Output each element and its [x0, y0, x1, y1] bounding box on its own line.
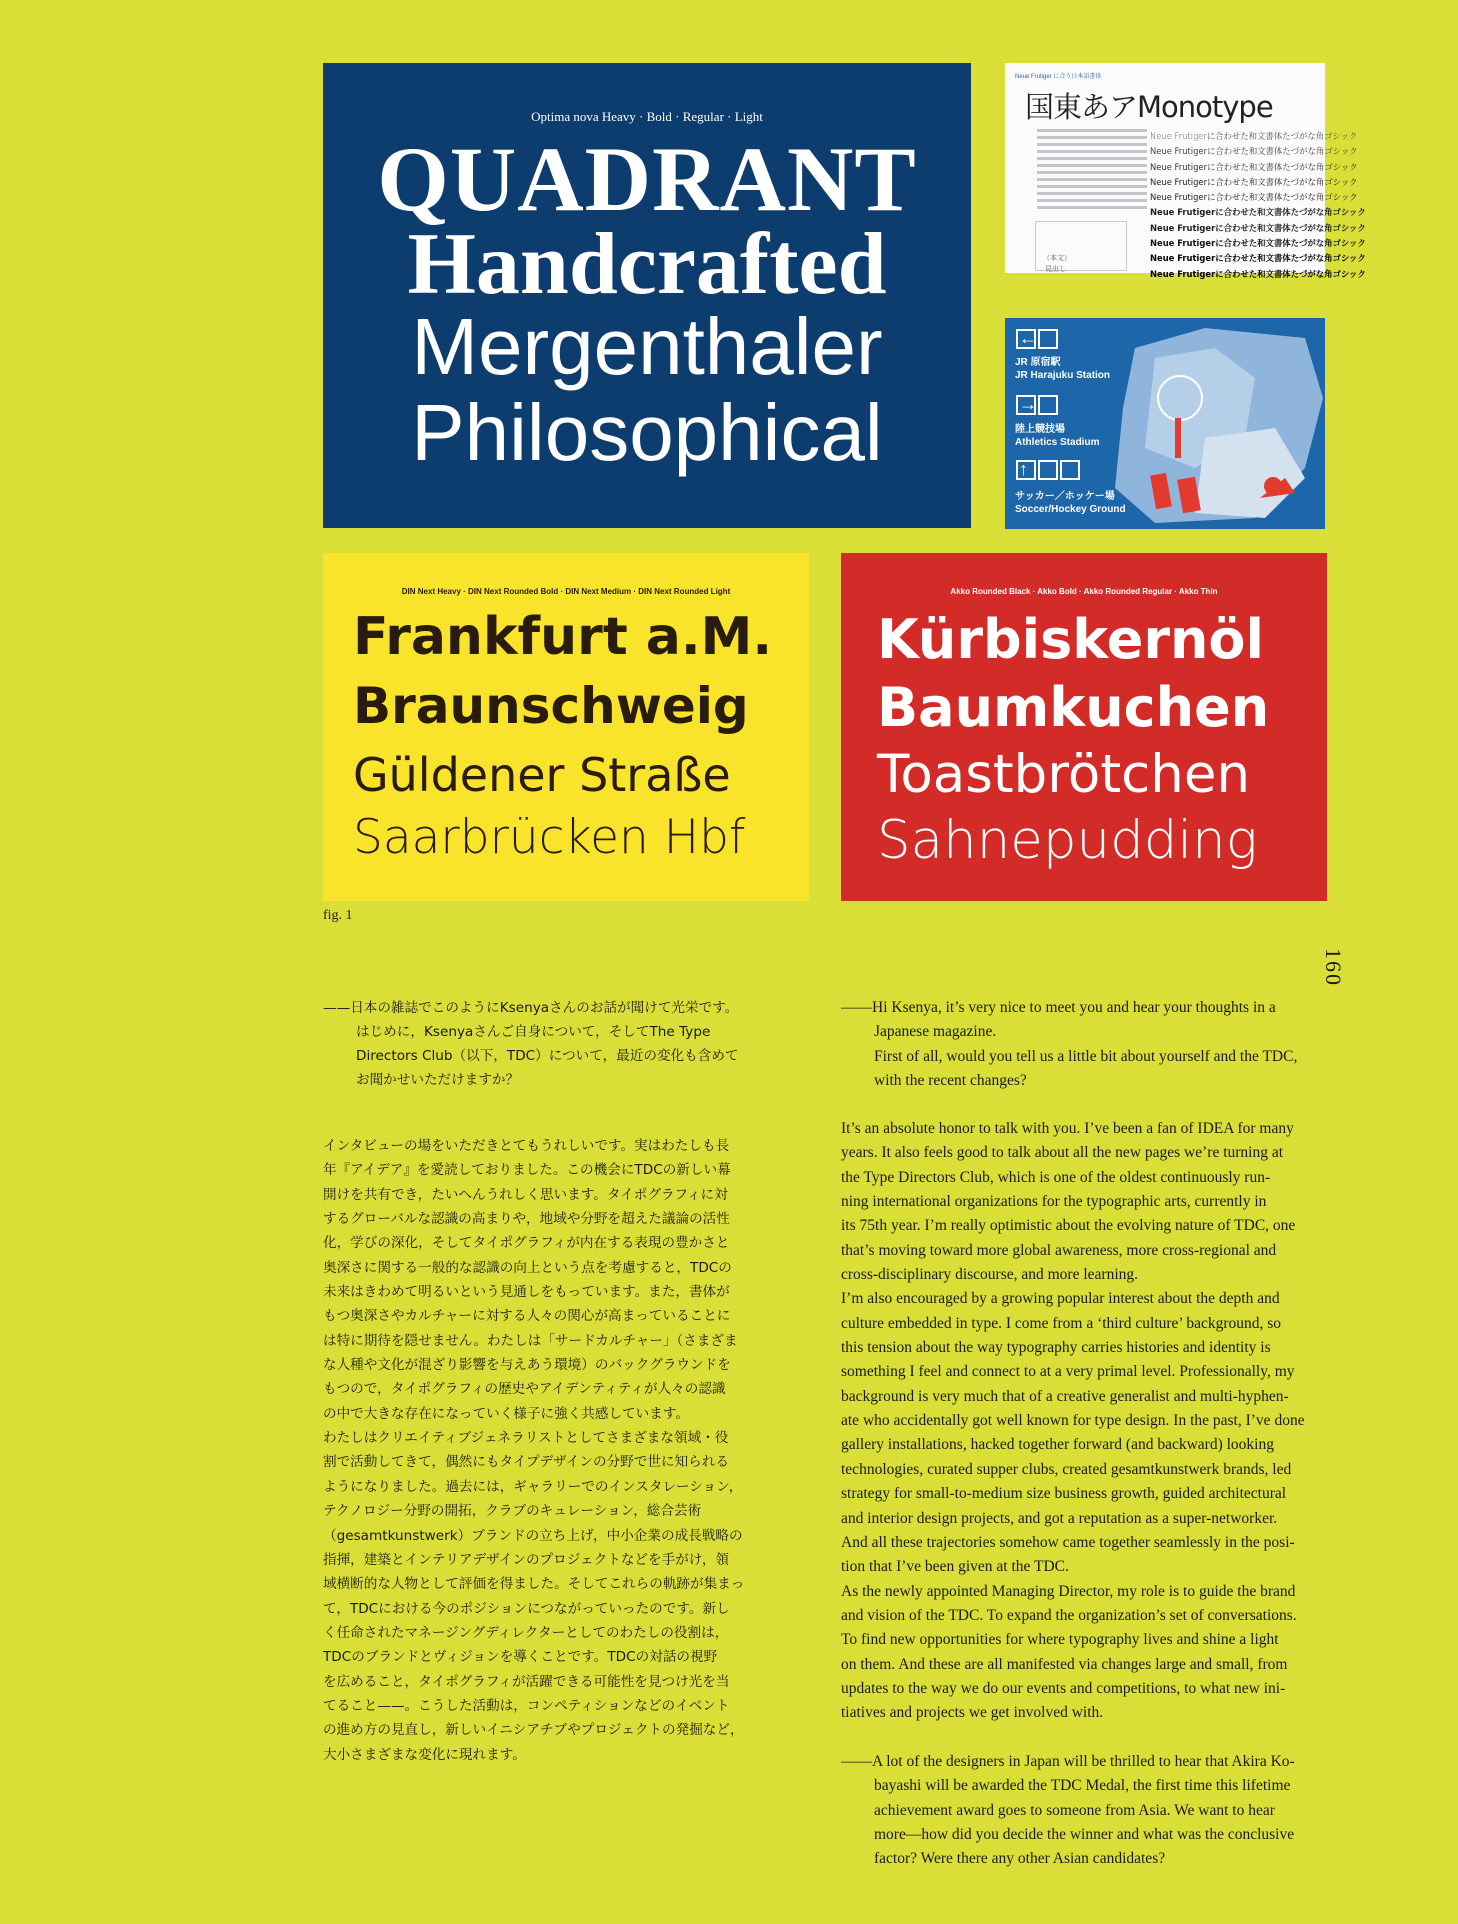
text-line: Japanese magazine. [874, 1023, 997, 1041]
map-label-jp: JR 原宿駅 [1015, 357, 1061, 368]
text-line: 割で活動してきて，偶然にもタイプデザインの分野で世に知られる [323, 1454, 729, 1471]
map-label-en: JR Harajuku Station [1015, 370, 1111, 381]
text-line: はじめに，Ksenyaさんご自身について，そしてThe Type [356, 1024, 711, 1040]
text-line: テクノロジー分野の開拓，クラブのキュレーション，総合芸術 [323, 1503, 702, 1520]
text-line: technologies, curated supper clubs, created gesamtkunstwerk brands, led [841, 1460, 1292, 1478]
map-label [1015, 356, 1110, 382]
text-line: もつので，タイポグラフィの歴史やアイデンティティが人々の認識 [323, 1381, 726, 1398]
text-line: 化，学びの深化，そしてタイポグラフィが内在する表現の豊かさと [323, 1235, 730, 1252]
text-line: 域横断的な人物として評価を得ました。そしてこれらの軌跡が集まっ [323, 1576, 745, 1593]
specimen-akko [841, 553, 1327, 901]
specimen-optima-nova [323, 63, 971, 528]
sample-line: Neue Frutigerに合わせた和文書体たづがな角ゴシック [1150, 253, 1366, 264]
text-line: お聞かせいただけますか？ [356, 1072, 520, 1088]
en-answer [841, 1117, 1331, 1726]
text-line: achievement award goes to someone from Asia. We want to hear [874, 1801, 1275, 1819]
sample-body-text [1037, 129, 1147, 213]
text-line: ——日本の雑誌でこのようにKsenyaさんのお話が聞けて光栄です。 [323, 1000, 739, 1016]
arrow-up-icon: ↑ [1019, 459, 1028, 479]
text-line: 指揮，建築とインテリアデザインのプロジェクトなどを手がけ，領 [323, 1551, 730, 1568]
text-line: its 75th year. I’m really optimistic about the evolving nature of TDC, one [841, 1217, 1296, 1235]
text-line: gallery installations, hacked together forward (and backward) looking [841, 1436, 1274, 1454]
sample-heading: Neue Frutiger に合う日本語書体 [1015, 74, 1102, 80]
text-line: な人種や文化が混ざり影響を与えあう環境）のバックグラウンドを [323, 1357, 731, 1374]
specimen-line: Baumkuchen [877, 676, 1270, 739]
sample-line: Neue Frutigerに合わせた和文書体たづがな角ゴシック [1150, 161, 1358, 172]
text-line: and vision of the TDC. To expand the organization’s set of conversations. [841, 1606, 1297, 1624]
text-line: の進め方の見直し，新しいイニシアチブやプロジェクトの発掘など， [323, 1722, 744, 1739]
specimen-line: Toastbrötchen [877, 744, 1251, 805]
text-line: cross-disciplinary discourse, and more learning. [841, 1266, 1138, 1284]
text-line: tion that I’ve been given at the TDC. [841, 1558, 1069, 1576]
sample-line: Neue Frutigerに合わせた和文書体たづがな角ゴシック [1150, 146, 1358, 157]
sample-title: 国東あアMonotype [1025, 90, 1273, 124]
text-line: and interior design projects, and got a reputation as a super-networker. [841, 1509, 1278, 1527]
text-line: years. It also feels good to talk about all the new pages we’re turning at [841, 1144, 1284, 1162]
specimen-din-next [323, 553, 809, 901]
text-line: もつ奥深さやカルチャーに対する人々の関心が高まっていることに [323, 1308, 731, 1325]
wayfinding-map-image [1005, 318, 1325, 529]
text-line: てること——。こうした活動は，コンペティションなどのイベント [323, 1697, 730, 1714]
text-line: culture embedded in type. I come from a ‘third culture’ background, so [841, 1314, 1282, 1332]
specimen-line: Kürbiskernöl [877, 608, 1265, 671]
specimen-line: Sahnepudding [877, 810, 1258, 871]
text-line: TDCのブランドとヴィジョンを導くことです。TDCの対話の視野 [323, 1649, 718, 1666]
page-number: 160 [1321, 948, 1346, 987]
text-line: 大小さまざまな変化に現れます。 [323, 1746, 526, 1763]
specimen-line: Philosophical [411, 388, 883, 477]
text-line: するグローバルな認識の高まりや，地域や分野を超えた議論の活性 [323, 1211, 730, 1228]
specimen-line: Mergenthaler [411, 302, 883, 391]
figure-label: fig. 1 [323, 908, 353, 923]
text-line: て，TDCにおける今のポジションにつながっていったのです。新し [323, 1600, 730, 1617]
text-line: It’s an absolute honor to talk with you. I’ve been a fan of IDEA for many [841, 1120, 1294, 1137]
text-line: 奥深さに関する一般的な認識の向上という点を考慮すると，TDCの [323, 1259, 732, 1276]
map-label [1015, 490, 1126, 516]
arrow-right-icon: → [1019, 394, 1037, 414]
jp-answer [323, 1134, 813, 1767]
text-line: on them. And these are all manifested via changes large and small, from [841, 1655, 1288, 1673]
text-line: with the recent changes? [874, 1071, 1027, 1089]
map-label-jp: サッカー／ホッケー場 [1015, 491, 1115, 502]
text-line: ——Hi Ksenya, it’s very nice to meet you and hear your thoughts in a [841, 999, 1276, 1016]
specimen-line: QUADRANT [377, 128, 917, 230]
text-line: ようになりました。過去には，ギャラリーでのインスタレーション， [323, 1478, 743, 1495]
specimen-caption: Akko Rounded Black · Akko Bold · Akko Rounded Regular · Akko Thin [950, 587, 1218, 596]
sample-line: Neue Frutigerに合わせた和文書体たづがな角ゴシック [1150, 222, 1366, 233]
arrow-left-icon: ← [1019, 328, 1037, 348]
text-line: く任命されたマネージングディレクターとしてのわたしの役割は， [323, 1624, 729, 1641]
text-line: this tension about the way typography carries histories and identity is [841, 1339, 1271, 1357]
text-line: that’s moving toward more global awareness, more cross-regional and [841, 1241, 1277, 1259]
text-line: インタビューの場をいただきとてもうれしいです。実はわたしも長 [323, 1138, 730, 1154]
text-line: ning international organizations for the typographic arts, currently in [841, 1193, 1267, 1211]
text-line: わたしはクリエイティブジェネラリストとしてさまざまな領域・役 [323, 1430, 729, 1447]
text-line: を広めること，タイポグラフィが活躍できる可能性を見つけ光を当 [323, 1673, 730, 1690]
sample-line: Neue Frutigerに合わせた和文書体たづがな角ゴシック [1150, 207, 1366, 218]
text-line: And all these trajectories somehow came together seamlessly in the posi- [841, 1533, 1295, 1551]
text-line: tiatives and projects we get involved with. [841, 1704, 1104, 1722]
text-line: I’m also encouraged by a growing popular interest about the depth and [841, 1290, 1280, 1308]
text-line: the Type Directors Club, which is one of the oldest continuously run- [841, 1168, 1271, 1186]
specimen-caption: Optima nova Heavy · Bold · Regular · Light [531, 109, 763, 124]
map-label-en: Athletics Stadium [1015, 437, 1100, 448]
text-line: 開けを共有でき，たいへんうれしく思います。タイポグラフィに対 [323, 1186, 728, 1203]
text-line: ——A lot of the designers in Japan will be thrilled to hear that Akira Ko- [841, 1753, 1295, 1770]
text-line: updates to the way we do our events and competitions, to what new ini- [841, 1679, 1286, 1697]
text-line: ate who accidentally got well known for type design. In the past, I’ve done [841, 1412, 1305, 1430]
text-line: First of all, would you tell us a little bit about yourself and the TDC, [874, 1047, 1298, 1065]
text-line: 未来はきわめて明るいという見通しをもっています。また，書体が [323, 1284, 730, 1301]
text-line: bayashi will be awarded the TDC Medal, the first time this lifetime [874, 1777, 1291, 1795]
specimen-line: Handcrafted [407, 216, 887, 313]
sample-weight-lines [1150, 129, 1366, 282]
sample-line: Neue Frutigerに合わせた和文書体たづがな角ゴシック [1150, 131, 1358, 141]
specimen-line: Braunschweig [353, 677, 749, 735]
specimen-line: Frankfurt a.M. [353, 607, 773, 667]
text-line: factor? Were there any other Asian candidates? [874, 1850, 1166, 1868]
text-line: background is very much that of a creative generalist and multi-hyphen- [841, 1387, 1289, 1405]
text-line: 年『アイデア』を愛読しておりました。この機会にTDCの新しい幕 [323, 1162, 731, 1179]
sample-line: Neue Frutigerに合わせた和文書体たづがな角ゴシック [1150, 192, 1358, 203]
text-line: （gesamtkunstwerk）ブランドの立ち上げ，中小企業の成長戦略の [323, 1527, 743, 1544]
map-label [1015, 423, 1099, 449]
text-line: something I feel and connect to at a very primal level. Professionally, my [841, 1363, 1295, 1381]
sample-line: Neue Frutigerに合わせた和文書体たづがな角ゴシック [1150, 176, 1358, 187]
sample-tag: 見出し [1045, 265, 1066, 273]
specimen-line: Saarbrücken Hbf [353, 810, 746, 865]
map-label-en: Soccer/Hockey Ground [1015, 504, 1126, 515]
text-line: To find new opportunities for where typography lives and shine a light [841, 1631, 1279, 1649]
text-line: は特に期待を隠せません。わたしは「サードカルチャー」（さまざま [323, 1332, 738, 1349]
text-line: As the newly appointed Managing Director, my role is to guide the brand [841, 1582, 1296, 1600]
en-question [841, 1750, 1327, 1871]
specimen-line: Güldener Straße [353, 748, 731, 802]
japanese-type-sample-image [1005, 63, 1366, 279]
jp-question [323, 996, 810, 1092]
specimen-caption: DIN Next Heavy · DIN Next Rounded Bold · DIN Next Medium · DIN Next Rounded Light [401, 587, 731, 596]
text-line: Directors Club（以下，TDC）について，最近の変化も含めて [356, 1048, 739, 1064]
text-line: の中で大きな存在になっていく様子に強く共感しています。 [323, 1405, 689, 1422]
en-question [841, 996, 1327, 1093]
sample-line: Neue Frutigerに合わせた和文書体たづがな角ゴシック [1150, 268, 1366, 279]
sample-line: Neue Frutigerに合わせた和文書体たづがな角ゴシック [1150, 238, 1366, 249]
sample-tag: （本文） [1043, 254, 1071, 262]
map-label-jp: 陸上競技場 [1015, 424, 1065, 435]
text-line: strategy for small-to-medium size business growth, guided architectural [841, 1485, 1287, 1503]
text-line: more—how did you decide the winner and what was the conclusive [874, 1825, 1295, 1843]
